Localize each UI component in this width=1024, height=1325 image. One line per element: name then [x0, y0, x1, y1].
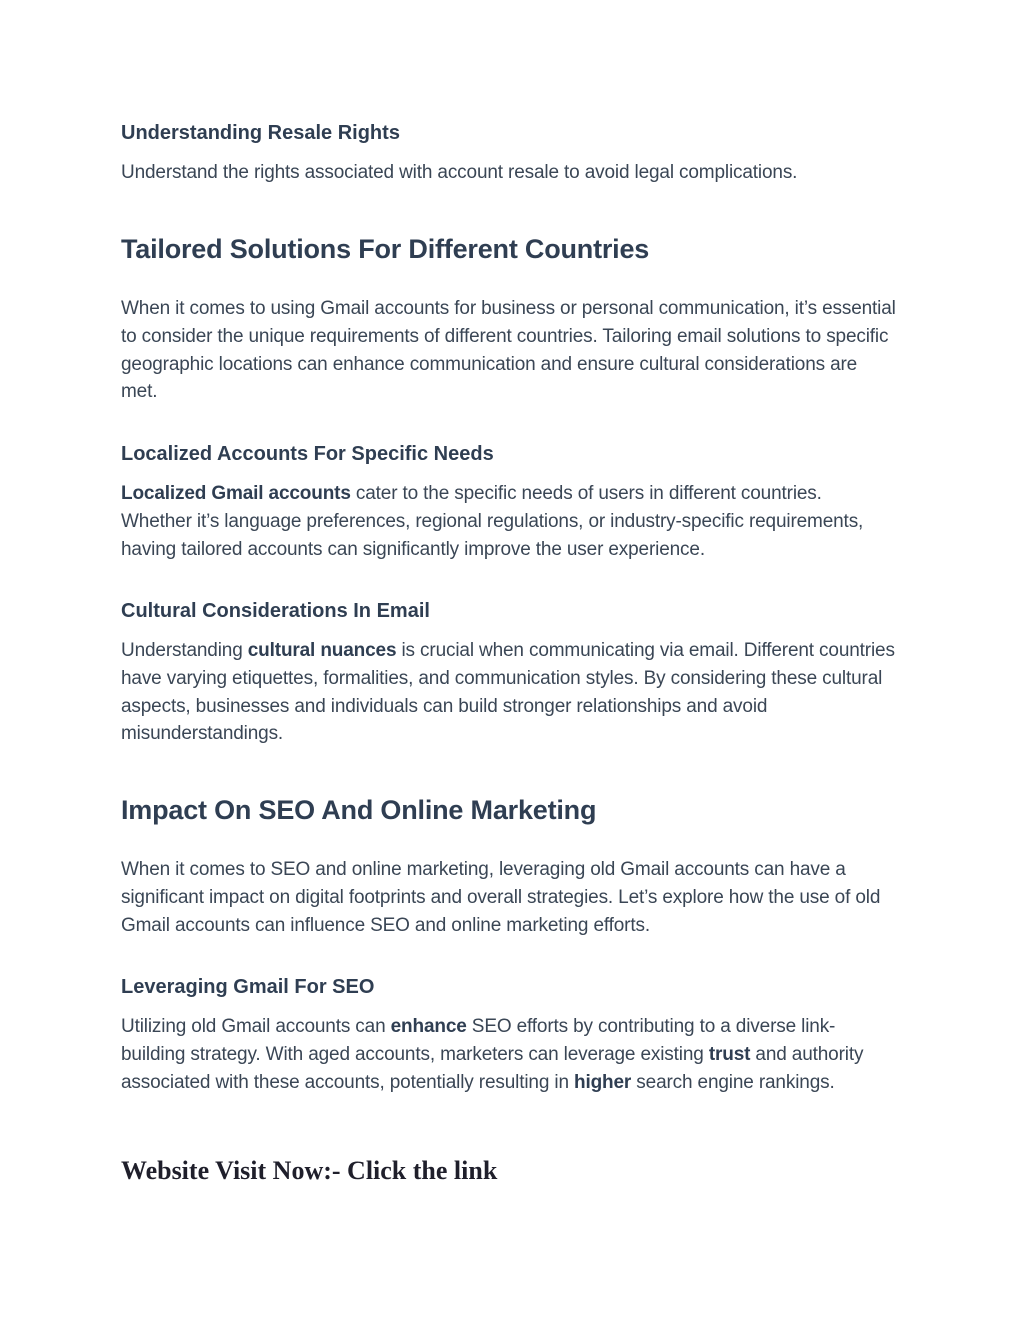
website-visit-link[interactable]: Website Visit Now:- Click the link: [121, 1156, 498, 1185]
bold-higher: higher: [574, 1071, 632, 1093]
paragraph-leveraging-part1: Utilizing old Gmail accounts can: [121, 1016, 391, 1037]
paragraph-leveraging-part3: and authority associated with these accounts, potentially resulting in: [121, 1043, 864, 1093]
paragraph-leveraging-part2: SEO efforts by contributing to a diverse link-building strategy. With aged accounts, marketers can leverage existing: [121, 1016, 836, 1065]
paragraph-cultural-considerations: [121, 637, 896, 748]
paragraph-localized-accounts: [121, 480, 896, 563]
paragraph-impact-on-seo: When it comes to SEO and online marketing, leveraging old Gmail accounts can have a significant impact on digital footprints and overall strategies. Let’s explore how the use of old Gmail accounts can influence SEO and online marketing efforts.: [121, 859, 881, 936]
heading-leveraging-gmail-for-seo: Leveraging Gmail For SEO: [121, 976, 375, 998]
paragraph-cultural-rest: is crucial when communicating via email. Different countries have varying etiquettes, formalities, and communication styles. By considering these cultural aspects, businesses and individuals can build stronger relationships and avoid misunderstandings.: [121, 640, 895, 745]
heading-impact-on-seo: Impact On SEO And Online Marketing: [121, 795, 597, 825]
heading-tailored-solutions: Tailored Solutions For Different Countries: [121, 234, 650, 264]
paragraph-leveraging-gmail: [121, 1013, 896, 1096]
paragraph-resale-rights: Understand the rights associated with account resale to avoid legal complications.: [121, 162, 798, 183]
paragraph-cultural-start: Understanding: [121, 640, 248, 661]
heading-localized-accounts: Localized Accounts For Specific Needs: [121, 443, 494, 465]
paragraph-tailored-solutions: When it comes to using Gmail accounts for business or personal communication, it’s essential to consider the unique requirements of different countries. Tailoring email solutions to specific geographic locations can enhance communication and ensure cultural considerations are met.: [121, 298, 896, 403]
heading-cultural-considerations: Cultural Considerations In Email: [121, 600, 430, 622]
bold-cultural-nuances: cultural nuances: [247, 640, 397, 661]
bold-localized-gmail-accounts: Localized Gmail accounts: [121, 483, 351, 504]
bold-trust: trust: [708, 1043, 751, 1065]
bold-enhance: enhance: [390, 1016, 467, 1037]
paragraph-leveraging-part4: search engine rankings.: [631, 1071, 835, 1093]
paragraph-localized-rest: cater to the specific needs of users in different countries. Whether it’s language preferences, regional regulations, or industry-specific requirements, having tailored accounts can significantly improve the user experience.: [121, 483, 864, 560]
heading-understanding-resale-rights: Understanding Resale Rights: [121, 122, 400, 144]
